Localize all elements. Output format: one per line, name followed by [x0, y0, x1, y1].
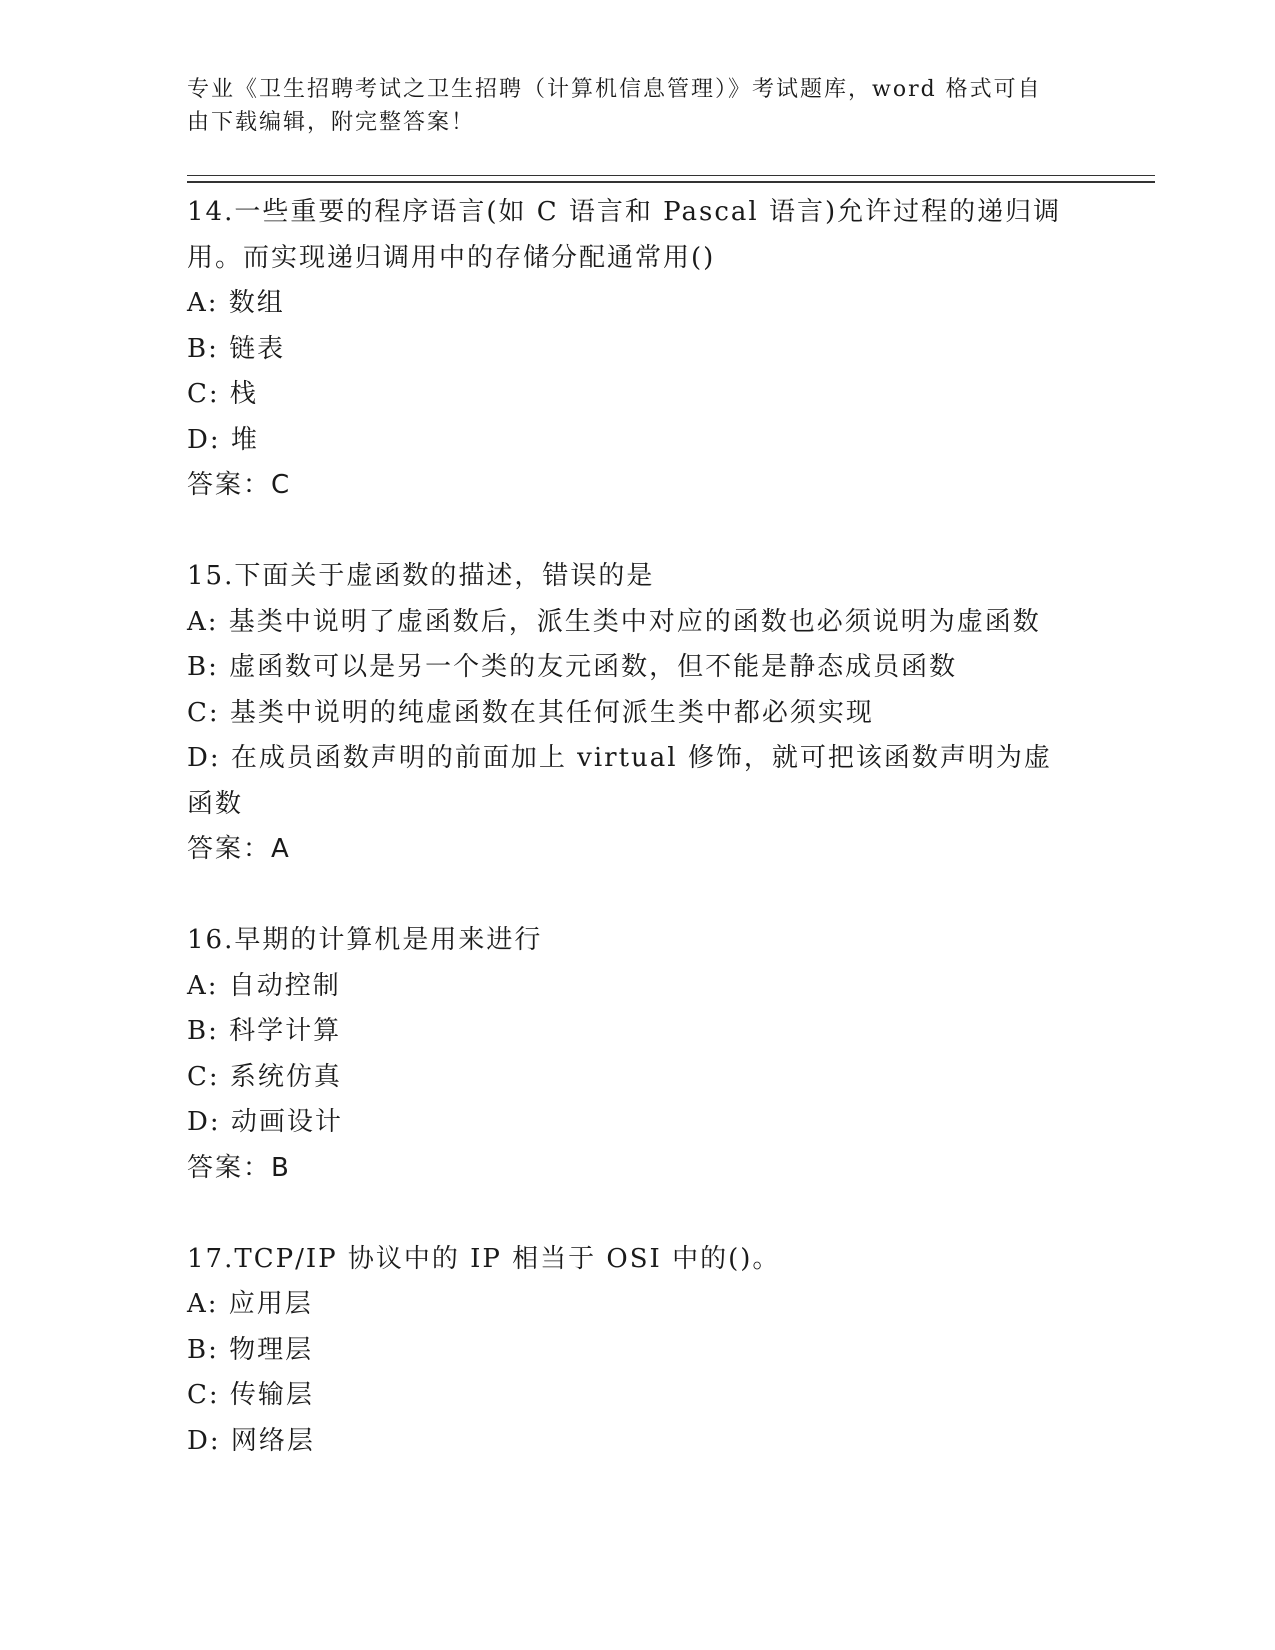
option-b: B: 虚函数可以是另一个类的友元函数，但不能是静态成员函数 — [187, 652, 958, 682]
header-line-1: 专业《卫生招聘考试之卫生招聘（计算机信息管理）》考试题库，word 格式可自 — [187, 77, 1042, 102]
option-b: B: 链表 — [187, 333, 286, 364]
option-a: A: 基类中说明了虚函数后，派生类中对应的函数也必须说明为虚函数 — [187, 606, 1041, 637]
question-15 — [187, 554, 1067, 873]
answer: 答案：A — [187, 834, 291, 864]
question-stem: 15.下面关于虚函数的描述，错误的是 — [187, 561, 655, 591]
question-14 — [187, 190, 1067, 509]
option-a: A: 应用层 — [187, 1289, 313, 1319]
option-d: D: 动画设计 — [187, 1107, 343, 1137]
question-stem: 16.早期的计算机是用来进行 — [187, 925, 543, 955]
option-c: C: 基类中说明的纯虚函数在其任何派生类中都必须实现 — [187, 697, 874, 728]
option-b: B: 物理层 — [187, 1334, 314, 1365]
option-c: C: 系统仿真 — [187, 1061, 342, 1092]
header-divider-thick — [187, 181, 1155, 183]
option-c: C: 栈 — [187, 379, 258, 409]
question-stem: 用。而实现递归调用中的存储分配通常用() — [187, 242, 716, 273]
answer: 答案：C — [187, 470, 292, 500]
option-d: D: 堆 — [187, 424, 259, 455]
question-stem: 17.TCP/IP 协议中的 IP 相当于 OSI 中的()。 — [187, 1243, 781, 1274]
option-c: C: 传输层 — [187, 1380, 314, 1410]
header-line-2: 由下载编辑，附完整答案！ — [187, 110, 476, 135]
option-b: B: 科学计算 — [187, 1016, 342, 1046]
question-list — [187, 190, 1067, 1464]
option-d-continued: 函数 — [187, 788, 244, 819]
option-a: A: 数组 — [187, 288, 285, 318]
question-16 — [187, 918, 1067, 1191]
document-header — [187, 73, 1067, 139]
option-a: A: 自动控制 — [187, 970, 341, 1001]
header-divider-thin — [187, 175, 1155, 176]
option-d: D: 网络层 — [187, 1425, 315, 1456]
question-17 — [187, 1237, 1067, 1465]
answer: 答案：B — [187, 1152, 291, 1183]
option-d: D: 在成员函数声明的前面加上 virtual 修饰，就可把该函数声明为虚 — [187, 743, 1052, 773]
question-stem: 14.一些重要的程序语言(如 C 语言和 Pascal 语言)允许过程的递归调 — [187, 197, 1062, 227]
